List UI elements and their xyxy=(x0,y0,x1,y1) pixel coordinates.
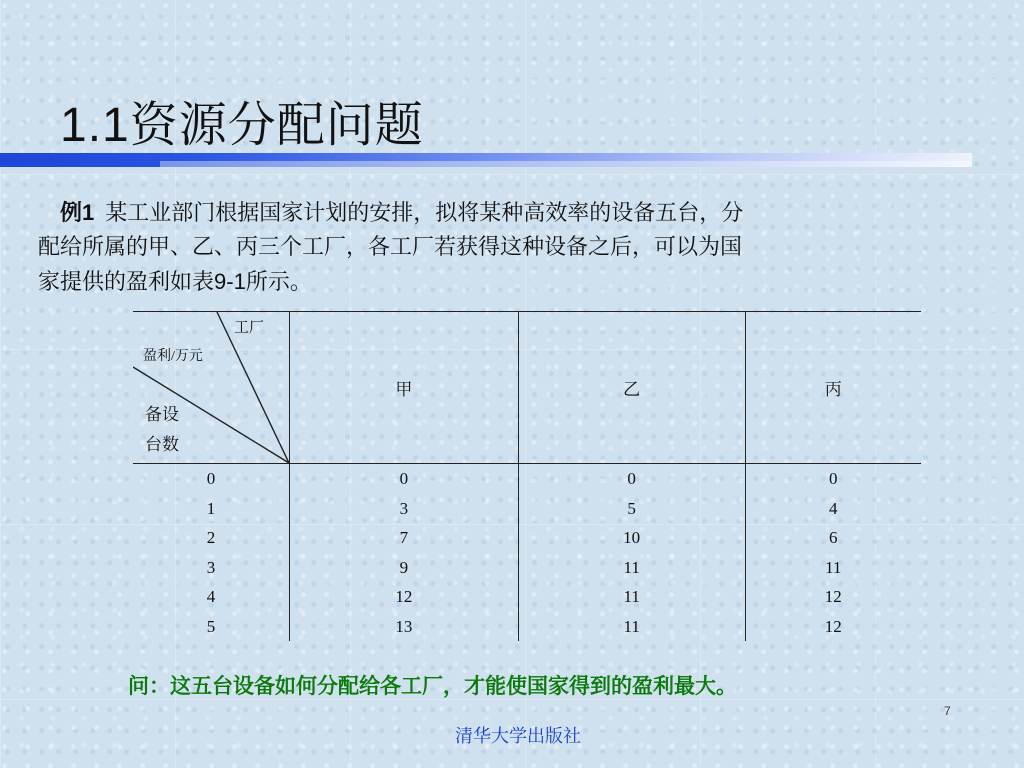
problem-statement xyxy=(38,196,958,300)
yi-value: 0 xyxy=(627,469,636,488)
header-profit-label: 盈利/万元 xyxy=(143,349,203,364)
yi-value: 11 xyxy=(623,557,640,577)
yi-value: 10 xyxy=(623,528,641,547)
title-underline-highlight xyxy=(160,161,972,167)
jia-value: 0 xyxy=(399,469,409,488)
bing-value: 11 xyxy=(825,557,842,577)
bing-value: 12 xyxy=(824,616,842,636)
yi-value: 5 xyxy=(627,498,636,518)
table-body-row xyxy=(133,464,921,642)
units-column xyxy=(133,464,289,642)
page-number: 7 xyxy=(944,704,951,718)
table-header-row xyxy=(133,312,921,464)
paragraph-text-3a: 家提供的盈利如表 xyxy=(38,270,215,295)
jia-value: 12 xyxy=(395,587,413,606)
bing-column xyxy=(745,464,921,642)
publisher-footer: 清华大学出版社 xyxy=(455,726,581,747)
paragraph-line-2: 配给所属的甲、乙、丙三个工厂，各工厂若获得这种设备之后，可以为国 xyxy=(38,235,743,260)
bing-value: 4 xyxy=(829,498,838,518)
yi-column xyxy=(518,464,745,642)
jia-value: 9 xyxy=(399,557,409,577)
column-header-jia: 甲 xyxy=(289,312,518,464)
bing-value: 6 xyxy=(829,528,838,547)
profit-table xyxy=(133,311,921,641)
units-value: 4 xyxy=(206,587,216,606)
paragraph-text-1: 某工业部门根据国家计划的安排，拟将某种高效率的设备五台，分 xyxy=(105,201,744,226)
jia-value: 3 xyxy=(399,498,409,518)
header-units-label-2: 台数 xyxy=(145,435,179,454)
slide-title: 1.1资源分配问题 xyxy=(60,99,424,152)
jia-value: 7 xyxy=(399,528,409,547)
table-reference: 9-1 xyxy=(214,269,246,294)
paragraph-line-3 xyxy=(38,265,958,300)
units-value: 3 xyxy=(206,557,216,577)
bing-value: 0 xyxy=(829,469,838,488)
jia-column xyxy=(289,464,518,642)
units-value: 0 xyxy=(206,469,216,488)
bing-value: 12 xyxy=(824,587,842,606)
example-label: 例1 xyxy=(60,200,95,225)
column-header-bing: 丙 xyxy=(745,312,921,464)
paragraph-line-1 xyxy=(38,196,958,231)
column-header-yi: 乙 xyxy=(518,312,745,464)
yi-value: 11 xyxy=(623,587,640,606)
jia-value: 13 xyxy=(395,616,413,636)
question-text: 问：这五台设备如何分配给各工厂，才能使国家得到的盈利最大。 xyxy=(128,673,737,698)
header-units-label-1: 备设 xyxy=(145,405,179,424)
units-value: 5 xyxy=(206,616,216,636)
diagonal-header-cell xyxy=(133,312,289,464)
yi-value: 11 xyxy=(623,616,640,636)
header-factory-label: 工厂 xyxy=(234,320,265,336)
units-value: 2 xyxy=(206,528,216,547)
units-value: 1 xyxy=(206,498,216,518)
paragraph-text-3b: 所示。 xyxy=(245,270,312,295)
